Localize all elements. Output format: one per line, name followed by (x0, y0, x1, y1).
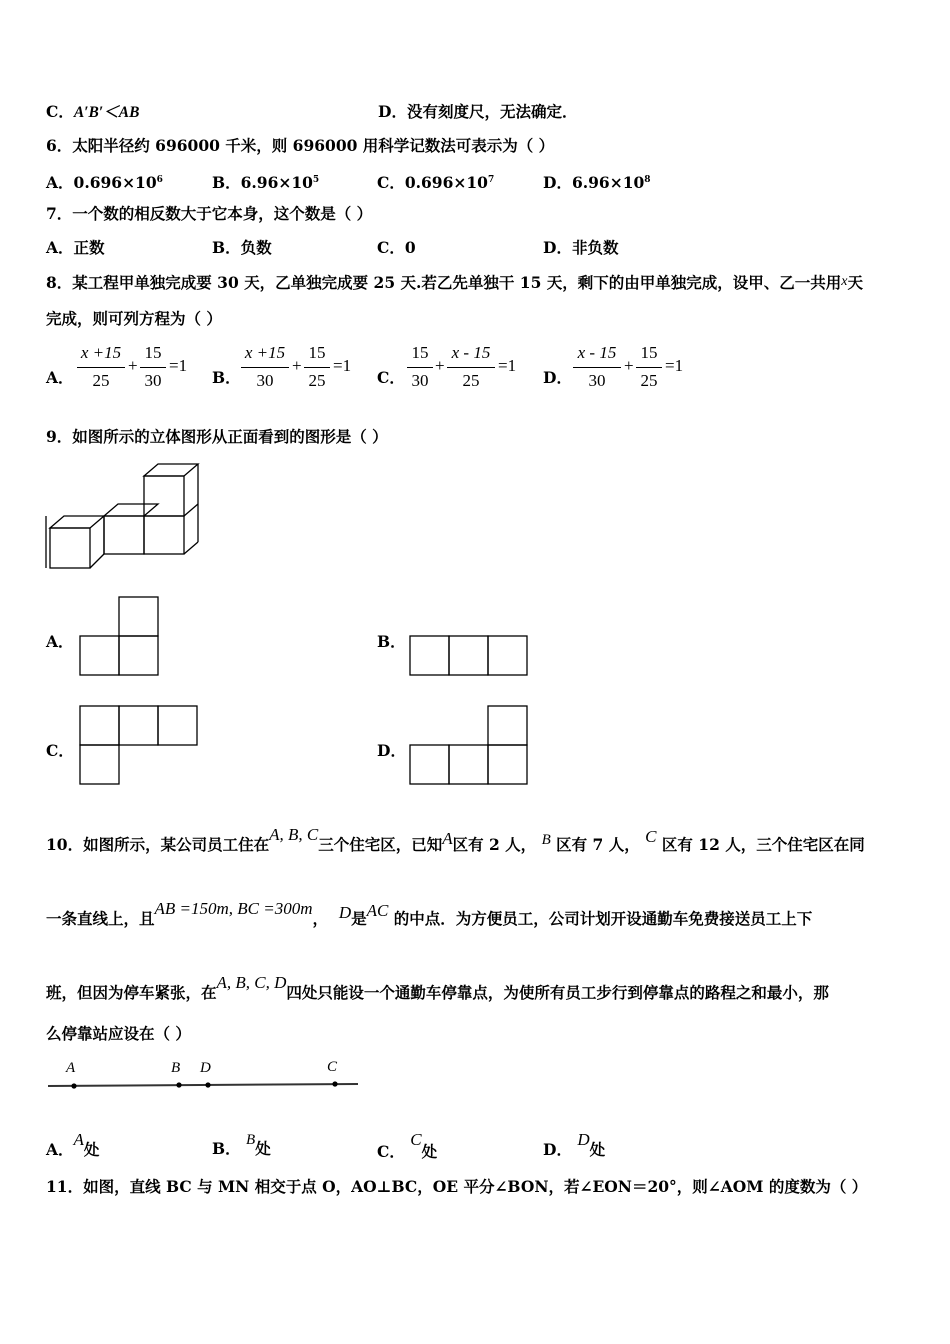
q8-a-plus: + (128, 356, 138, 375)
q7-option-d: D．非负数 (543, 238, 619, 257)
q8-option-a-label: A． (46, 368, 74, 387)
q10-line3: 班，但因为停车紧张，在A, B, C, D四处只能设一个通勤车停靠点，为使所有员工步行到停靠点的路程之和最小，那 (46, 973, 829, 1002)
q10-point-a-label: A (66, 1060, 76, 1076)
q10-point-c-dot (332, 1081, 337, 1086)
q10-point-b-label: B (171, 1060, 181, 1076)
q7-option-a: A．正数 (46, 238, 105, 257)
q9-option-b-label: B． (377, 632, 406, 651)
q8-c-plus: + (435, 356, 445, 375)
q8-b-plus: + (292, 356, 302, 375)
q10-point-d-dot (205, 1082, 210, 1087)
q9-option-d-label: D． (377, 741, 406, 760)
q7-stem: 7．一个数的相反数大于它本身，这个数是（ ） (46, 204, 373, 223)
q6-option-d: D．$6.96\times 10^8$ (543, 173, 651, 192)
q8-b-rhs: =1 (333, 356, 352, 375)
q10-option-d: D． D处 (543, 1130, 606, 1159)
q11-stem: 11．如图，直线 BC 与 MN 相交于点 O，AO⊥BC，OE 平分∠BON，若∠EON＝20°，则∠AOM 的度数为（ ） (46, 1177, 868, 1196)
q8-option-b-label: B． (212, 368, 241, 387)
q8-c-fraction-1: 15 30 (407, 343, 433, 393)
q5-option-d: D．没有刻度尺，无法确定． (378, 102, 578, 121)
q7-option-c: C．0 (377, 238, 416, 257)
q7-option-b: B．负数 (212, 238, 272, 257)
q8-c-rhs: =1 (498, 356, 517, 375)
q10-point-d-label: D (200, 1060, 211, 1076)
q10-segment (48, 1084, 358, 1086)
q10-line2: 一条直线上，且AB =150m, BC =300m， D是AC 的中点．为方便员工，公司计划开设通勤车免费接送员工上下 (46, 899, 813, 928)
q9-stem: 9．如图所示的立体图形从正面看到的图形是（ ） (46, 427, 388, 446)
q5-option-c (46, 102, 139, 123)
q8-b-fraction-2: 15 25 (304, 343, 330, 393)
q8-d-fraction-2: 15 25 (636, 343, 662, 393)
q9-option-b-figure (409, 635, 529, 677)
q8-d-rhs: =1 (665, 356, 684, 375)
q6-option-a: A．$0.696\times 10^6$ (46, 173, 163, 192)
q8-b-fraction-1: x +15 30 (241, 343, 289, 393)
q8-stem-line1: 8．某工程甲单独完成要 30 天，乙单独完成要 25 天.若乙先单独干 15 天，剩下的由甲单独完成，设甲、乙一共用x天 (46, 273, 864, 292)
q10-point-a-dot (71, 1083, 76, 1088)
q9-option-a-label: A． (46, 632, 74, 651)
q8-c-fraction-2: x - 15 25 (447, 343, 495, 393)
q10-line4: 么停靠站应设在（ ） (46, 1024, 191, 1043)
q10-point-b-dot (176, 1082, 181, 1087)
q6-stem: 6．太阳半径约 696000 千米，则 696000 用科学记数法可表示为（ ） (46, 136, 555, 155)
q9-option-a-figure (79, 596, 159, 676)
q8-d-plus: + (624, 356, 634, 375)
q9-option-c-label: C． (46, 741, 74, 760)
q5-option-c-label: C． (46, 102, 74, 121)
q6-option-c: C．$0.696\times 10^7$ (377, 173, 495, 192)
q9-solid-figure (46, 460, 202, 572)
q6-option-b: B．$6.96\times 10^5$ (212, 173, 320, 192)
q10-option-b: B． B处 (212, 1132, 271, 1158)
q10-line1: 10．如图所示，某公司员工住在A, B, C三个住宅区，已知A区有 2 人， B 区有 7 人， C 区有 12 人，三个住宅区在同 (46, 825, 865, 854)
q10-option-c: C． C处 (377, 1130, 438, 1161)
q10-option-a: A．A处 (46, 1130, 100, 1159)
q8-option-c-label: C． (377, 368, 405, 387)
q8-a-rhs: =1 (169, 356, 188, 375)
q9-option-d-figure (409, 705, 529, 785)
q10-point-c-label: C (327, 1059, 338, 1075)
q8-a-fraction-2: 15 30 (140, 343, 166, 393)
q8-d-fraction-1: x - 15 30 (573, 343, 621, 393)
q8-a-fraction-1: x +15 25 (77, 343, 125, 393)
q5-option-c-math: A′B′＜AB (73, 104, 140, 121)
q8-option-d-label: D． (543, 368, 572, 387)
q8-stem-line2: 完成，则可列方程为（ ） (46, 309, 222, 328)
q9-option-c-figure (79, 705, 199, 785)
